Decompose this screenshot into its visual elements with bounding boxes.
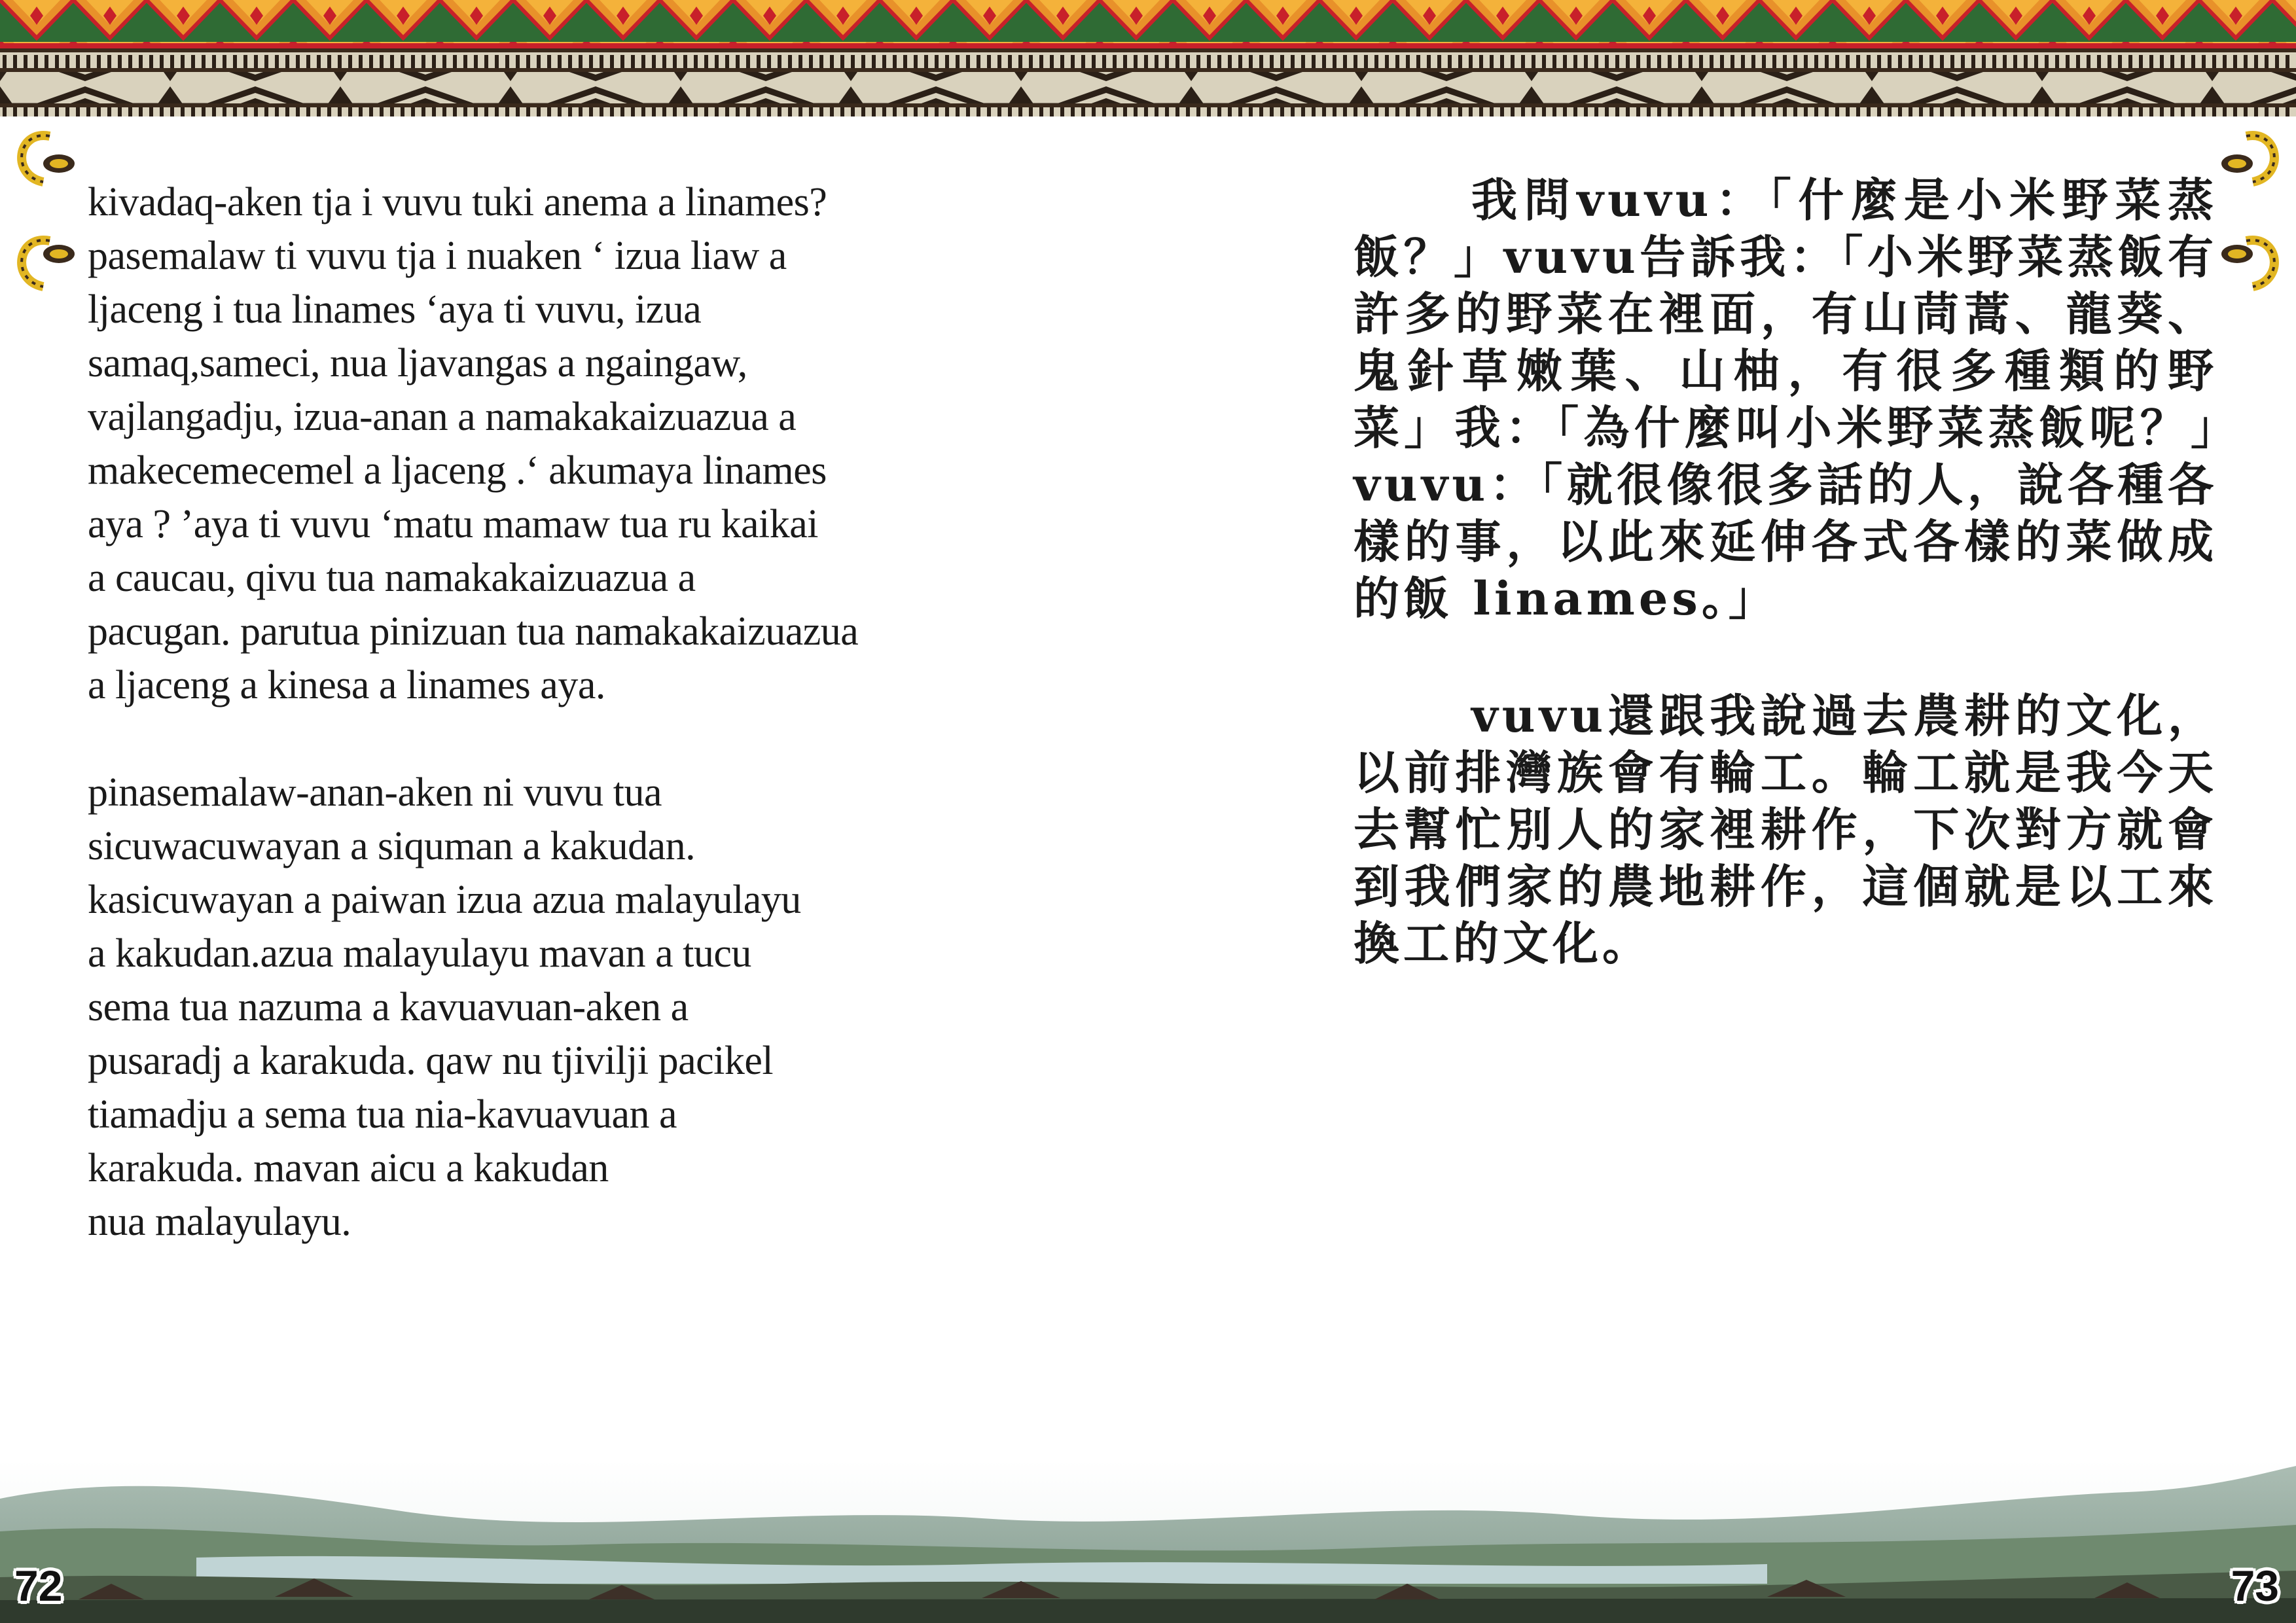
paiwan-paragraph: pinasemalaw-anan-aken ni vuvu tua sicuwacuwayan a siquman a kakudan. kasicuwayan a paiwan izua azua malayulayu a kakudan.azua malayulayu mavan a tucu sema tua nazuma a kavuavuan-aken a pusaradj a karakuda. qaw nu tjivilji pacikel tiamadju a sema tua nia-kavuavuan a karakuda. mavan aicu a kakudan nua malayulayu. bbox=[88, 770, 801, 1244]
paiwan-paragraph: kivadaq-aken tja i vuvu tuki anema a linames? pasemalaw ti vuvu tja i nuaken ‘ izua liaw a ljaceng i tua linames ‘aya ti vuvu, izua samaq,sameci, nua ljavangas a ngaingaw, vajlangadju, izua-anan a namakakaizuazua a makecemecemel a ljaceng .‘ akumaya linames aya ? ’aya ti vuvu ‘matu mamaw tua ru kaikai a caucau, qivu tua namakakaizuazua a pacugan. parutua pinizuan tua namakakaizuazua a ljaceng a kinesa a linames aya. bbox=[88, 180, 859, 707]
chinese-paragraph: 我問vuvu：「什麼是小米野菜蒸飯？」vuvu告訴我：「小米野菜蒸飯有許多的野菜在裡面，有山茼蒿、龍葵、鬼針草嫩葉、山柚，有很多種類的野菜」我：「為什麼叫小米野菜蒸飯呢？」vuvu：「就很像很多話的人，說各種各樣的事，以此來延伸各式各樣的菜做成的飯 linames。」 bbox=[1354, 173, 2217, 626]
page-number-left: 72 bbox=[14, 1561, 63, 1610]
snake-ornament-icon bbox=[2220, 228, 2292, 300]
snake-ornament-icon bbox=[2220, 123, 2292, 195]
paiwan-pattern-border bbox=[0, 0, 2296, 119]
chinese-paragraph: vuvu還跟我說過去農耕的文化，以前排灣族會有輪工。輪工就是我今天去幫忙別人的家裡耕作，下次對方就會到我們家的農地耕作，這個就是以工來換工的文化。 bbox=[1354, 688, 2217, 971]
left-page-text bbox=[88, 175, 1030, 1249]
page-number-right: 73 bbox=[2231, 1561, 2279, 1610]
right-page-text bbox=[1354, 171, 2217, 972]
snake-ornament-icon bbox=[4, 123, 76, 195]
village-landscape-illustration bbox=[0, 1459, 2296, 1623]
snake-ornament-icon bbox=[4, 228, 76, 300]
